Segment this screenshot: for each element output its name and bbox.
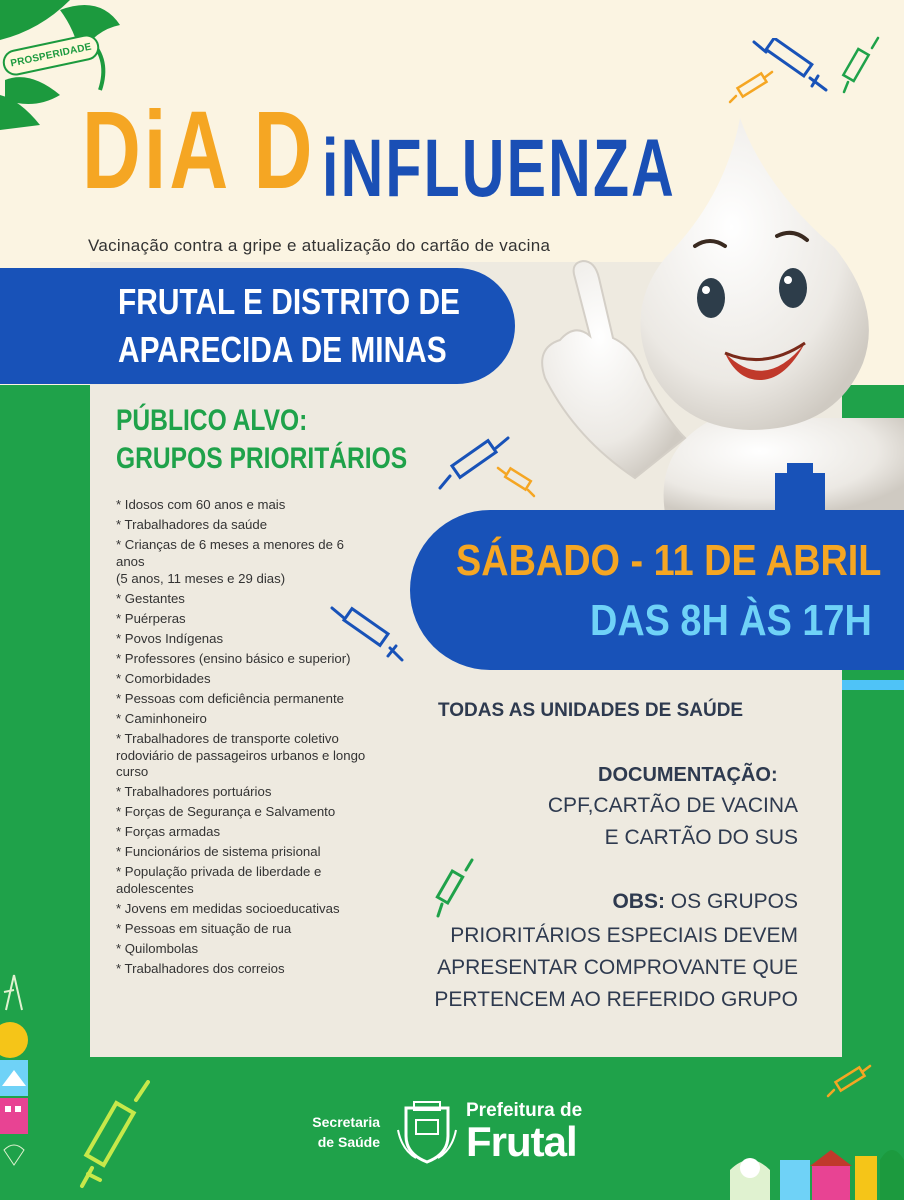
list-item: * Professores (ensino básico e superior) xyxy=(116,651,351,666)
date-banner xyxy=(410,510,904,670)
city-illustration xyxy=(730,1130,904,1200)
prosperidade-badge: PROSPERIDADE xyxy=(0,32,101,78)
list-item: * Gestantes xyxy=(116,591,185,606)
list-item: * População privada de liberdade e adolescentes xyxy=(116,864,322,896)
title-dia-d: DiA D xyxy=(82,89,316,212)
list-item: * Pessoas em situação de rua xyxy=(116,920,292,936)
list-item: * Forças de Segurança e Salvamento xyxy=(116,804,336,819)
secretariat-line-1: Secretaria xyxy=(312,1114,380,1130)
title-influenza: iNFLUENZA xyxy=(322,123,676,214)
city-name-logo: Frutal xyxy=(466,1118,577,1165)
list-item: (5 anos, 11 meses e 29 dias) xyxy=(116,571,286,586)
target-audience-line-1: PÚBLICO ALVO: xyxy=(116,404,308,437)
syringe-icon xyxy=(496,466,536,500)
prefeitura-label: Prefeitura de xyxy=(466,1100,583,1121)
list-item: * Funcionários de sistema prisional xyxy=(116,844,321,859)
list-item: * Puérperas xyxy=(116,611,186,626)
list-item: * Trabalhadores da saúde xyxy=(116,517,268,532)
obs-line-1 xyxy=(612,890,798,914)
documentation-heading: DOCUMENTAÇÃO: xyxy=(598,764,778,786)
location-line-1: FRUTAL E DISTRITO DE xyxy=(118,281,460,322)
mascot-ze-gotinha xyxy=(515,118,904,513)
location-text xyxy=(118,278,460,374)
list-item: * Trabalhadores dos correios xyxy=(116,960,285,976)
accent-strip xyxy=(842,680,904,690)
list-item: * Quilombolas xyxy=(116,940,199,956)
list-item: * Trabalhadores portuários xyxy=(116,784,272,799)
location-line-2: APARECIDA DE MINAS xyxy=(118,329,447,370)
syringe-icon xyxy=(78,1080,150,1190)
syringe-icon xyxy=(728,70,774,106)
locations-text: TODAS AS UNIDADES DE SAÚDE xyxy=(438,700,744,721)
syringe-icon xyxy=(826,1064,872,1100)
list-item: * Povos Indígenas xyxy=(116,631,224,646)
obs-text-1: OS GRUPOS xyxy=(670,890,798,913)
list-item: * Forças armadas xyxy=(116,824,221,839)
list-item: * Caminhoneiro xyxy=(116,711,207,726)
target-audience-heading xyxy=(116,402,407,478)
list-item: * Crianças de 6 meses a menores de 6 anos xyxy=(116,537,344,569)
syringe-icon xyxy=(434,858,474,918)
documentation-line-1: CPF,CARTÃO DE VACINA xyxy=(547,794,798,817)
obs-line-3: APRESENTAR COMPROVANTE QUE xyxy=(437,956,798,979)
subtitle: Vacinação contra a gripe e atualização do cartão de vacina xyxy=(88,236,551,255)
priority-groups-list xyxy=(116,497,376,981)
list-item: * Comorbidades xyxy=(116,671,211,686)
event-date: SÁBADO - 11 DE ABRIL xyxy=(456,536,882,585)
city-crest-icon xyxy=(396,1100,458,1166)
event-hours: DAS 8H ÀS 17H xyxy=(590,596,872,645)
list-item: * Jovens em medidas socioeducativas xyxy=(116,900,340,916)
obs-label: OBS: xyxy=(612,890,665,913)
obs-line-2: PRIORITÁRIOS ESPECIAIS DEVEM xyxy=(450,924,798,947)
secretariat-line-2: de Saúde xyxy=(317,1134,380,1150)
list-item: * Trabalhadores de transporte coletivo rodoviário de passageiros urbanos e longo curso xyxy=(116,731,366,779)
obs-line-4: PERTENCEM AO REFERIDO GRUPO xyxy=(434,988,798,1011)
list-item: * Pessoas com deficiência permanente xyxy=(116,691,344,706)
list-item: * Idosos com 60 anos e mais xyxy=(116,497,286,512)
city-illustration-strip xyxy=(0,970,30,1170)
target-audience-line-2: GRUPOS PRIORITÁRIOS xyxy=(116,442,408,475)
syringe-icon xyxy=(840,36,880,96)
documentation-line-2: E CARTÃO DO SUS xyxy=(604,826,798,849)
health-secretariat-label xyxy=(294,1112,380,1152)
